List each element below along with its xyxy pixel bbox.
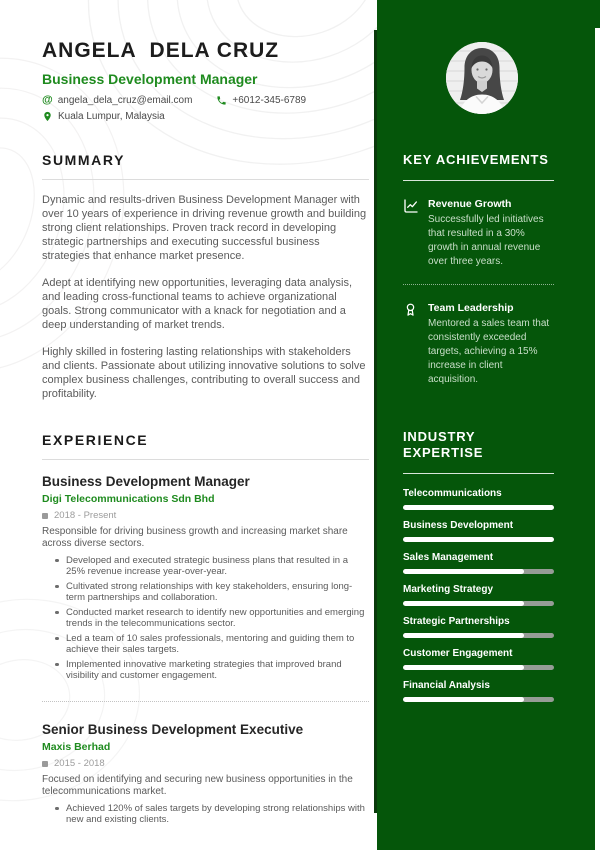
contact-row-1 [42,94,369,107]
skill-label: Strategic Partnerships [403,616,510,627]
achievement-body [428,197,554,269]
skill-item [403,648,554,670]
skill-label: Telecommunications [403,488,502,499]
skill-list [403,488,554,702]
job-bullet-list [42,803,369,825]
medal-icon [403,302,419,387]
skill-bar-fill [403,665,524,670]
sidebar-accent-line [374,30,377,813]
expertise-heading: INDUSTRY EXPERTISE [403,429,484,460]
job-dates [42,510,369,521]
trend-chart-icon [403,198,419,269]
job-bullet: Achieved 120% of sales targets by developing strong relationships with new and existing clients. [66,803,369,825]
summary-paragraph: Dynamic and results-driven Business Development Manager with over 10 years of experience in driving revenue growth and building strong client relationships. Proven track record in developing strategic partnerships and executing successful business strategies that enhance market presence. [42,194,367,262]
skill-item [403,584,554,606]
skill-item [403,616,554,638]
skill-bar-fill [403,601,524,606]
page-right-margin [595,28,600,850]
job-company: Digi Telecommunications Sdn Bhd [42,493,215,505]
job-date-text: 2018 - Present [54,510,117,521]
achievements-heading: KEY ACHIEVEMENTS [403,152,549,167]
candidate-name: ANGELA DELA CRUZ [42,39,280,62]
achievement-item [403,301,554,387]
achievement-body [428,301,554,387]
email-contact [42,94,192,107]
job-bullet: Cultivated strong relationships with key stakeholders, ensuring long-term partnerships and collaboration. [66,581,369,603]
expertise-divider [403,473,554,474]
job-title: Business Development Manager [42,474,250,489]
email-icon: @ [42,94,53,106]
skill-bar-fill [403,505,554,510]
skill-bar-fill [403,537,554,542]
calendar-icon [42,761,48,767]
achievements-section [403,152,554,387]
summary-heading: SUMMARY [42,152,126,168]
job-bullet: Implemented innovative marketing strategies that improved brand visibility and customer engagement. [66,659,369,681]
achievement-description: Successfully led initiatives that resulted in a 30% growth in annual revenue over three years. [428,214,544,267]
job-bullet: Conducted market research to identify new opportunities and emerging trends in the telecommunications sector. [66,607,369,629]
achievement-item [403,197,554,269]
experience-job [42,474,369,681]
achievement-list [403,197,554,387]
skill-item [403,552,554,574]
skill-bar-track [403,569,554,574]
phone-text: +6012-345-6789 [232,95,307,106]
experience-heading: EXPERIENCE [42,432,149,448]
contact-row-2 [42,110,369,123]
job-dates [42,758,369,769]
job-list [42,474,369,825]
contact-info [42,94,369,123]
skill-bar-fill [403,569,524,574]
summary-paragraph: Adept at identifying new opportunities, leveraging data analysis, and leading cross-functional teams to achieve organizational goals. Strong communicator with a knack for negotiation and a deep understanding of market trends. [42,277,353,331]
achievement-title: Revenue Growth [428,198,512,210]
expertise-section [403,429,554,702]
skill-bar-fill [403,633,524,638]
achievement-separator [403,284,554,285]
job-company: Maxis Berhad [42,741,111,753]
avatar-illustration [446,42,518,114]
skill-label: Marketing Strategy [403,584,494,595]
calendar-icon [42,513,48,519]
skill-bar-fill [403,697,524,702]
skill-item [403,488,554,510]
profile-photo [446,42,518,114]
skill-label: Sales Management [403,552,494,563]
achievement-title: Team Leadership [428,302,514,314]
job-bullet: Led a team of 10 sales professionals, mentoring and guiding them to achieve their sales targets. [66,633,369,655]
achievements-divider [403,180,554,181]
skill-label: Customer Engagement [403,648,513,659]
sidebar [377,0,600,850]
header [42,39,369,123]
skill-bar-track [403,697,554,702]
location-pin-icon [42,111,53,122]
experience-job [42,722,369,825]
job-bullet-list [42,555,369,681]
phone-icon [216,95,227,106]
skill-label: Business Development [403,520,514,531]
location-contact [42,110,165,123]
skill-bar-track [403,633,554,638]
candidate-title: Business Development Manager [42,71,258,87]
skill-bar-track [403,505,554,510]
summary-paragraphs [42,193,369,401]
job-description: Focused on identifying and securing new business opportunities in the telecommunications market. [42,774,353,797]
job-separator [42,701,369,702]
job-description: Responsible for driving business growth and increasing market share across diverse sectors. [42,526,348,549]
experience-section [42,433,369,825]
phone-contact [216,94,306,107]
summary-divider [42,179,369,180]
summary-paragraph: Highly skilled in fostering lasting relationships with stakeholders and clients. Passionate about utilizing innovative solutions to solve complex business challenges, contributing to overall success and profitability. [42,346,366,400]
skill-bar-track [403,537,554,542]
email-text: angela_dela_cruz@email.com [57,95,193,106]
achievement-description: Mentored a sales team that consistently exceeded targets, achieving a 15% increase in client acquisition. [428,318,550,385]
job-title: Senior Business Development Executive [42,722,304,737]
skill-item [403,520,554,542]
job-bullet: Developed and executed strategic business plans that resulted in a 25% revenue increase year-over-year. [66,555,369,577]
skill-bar-track [403,601,554,606]
location-text: Kuala Lumpur, Malaysia [58,111,165,122]
experience-divider [42,459,369,460]
job-date-text: 2015 - 2018 [54,758,105,769]
skill-item [403,680,554,702]
summary-section [42,153,369,401]
skill-bar-track [403,665,554,670]
skill-label: Financial Analysis [403,680,490,691]
